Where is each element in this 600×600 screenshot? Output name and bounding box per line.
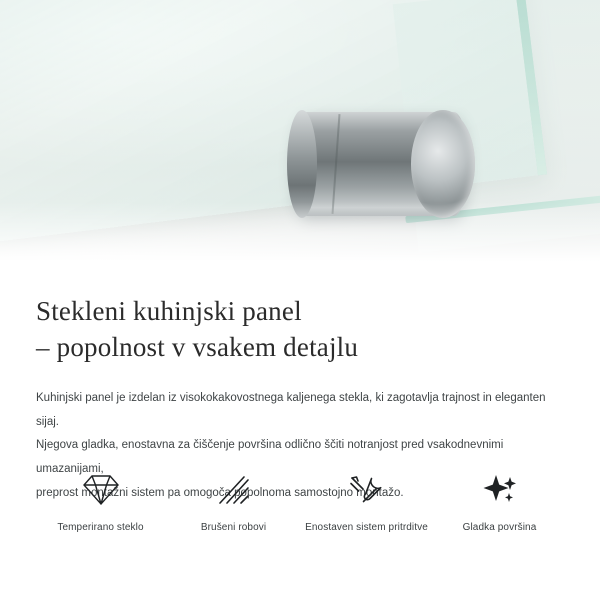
polished-edges-icon	[214, 470, 254, 510]
page-title	[36, 294, 564, 365]
description-line-3: preprost montažni sistem pa omogoča popolnoma samostojno montažo.	[36, 486, 404, 499]
diamond-icon	[81, 470, 121, 510]
feature-label: Enostaven sistem pritrditve	[305, 522, 428, 533]
hero-bottom-fade	[0, 202, 600, 272]
feature-list	[0, 470, 600, 533]
description-line-2: Njegova gladka, enostavna za čiščenje površina odlično ščiti notranjost pred vsakodnevnimi umazanijami,	[36, 439, 504, 475]
sparkle-icon	[480, 470, 520, 510]
description-line-1: Kuhinjski panel je izdelan iz visokokakovostnega kaljenega stekla, ki zagotavlja trajnost in eleganten sijaj.	[36, 392, 546, 428]
hero-image	[0, 0, 600, 272]
feature-item-tempered-glass	[34, 470, 167, 533]
feature-label: Temperirano steklo	[57, 522, 144, 533]
feature-label: Gladka površina	[462, 522, 537, 533]
feature-item-polished-edges	[167, 470, 300, 533]
feature-item-smooth-surface	[433, 470, 566, 533]
headline-line-2: – popolnost v vsakem detajlu	[36, 331, 359, 362]
headline-line-1: Stekleni kuhinjski panel	[36, 296, 302, 326]
feature-item-easy-mounting	[300, 470, 433, 533]
feature-label: Brušeni robovi	[200, 522, 267, 533]
tools-icon	[346, 470, 388, 510]
